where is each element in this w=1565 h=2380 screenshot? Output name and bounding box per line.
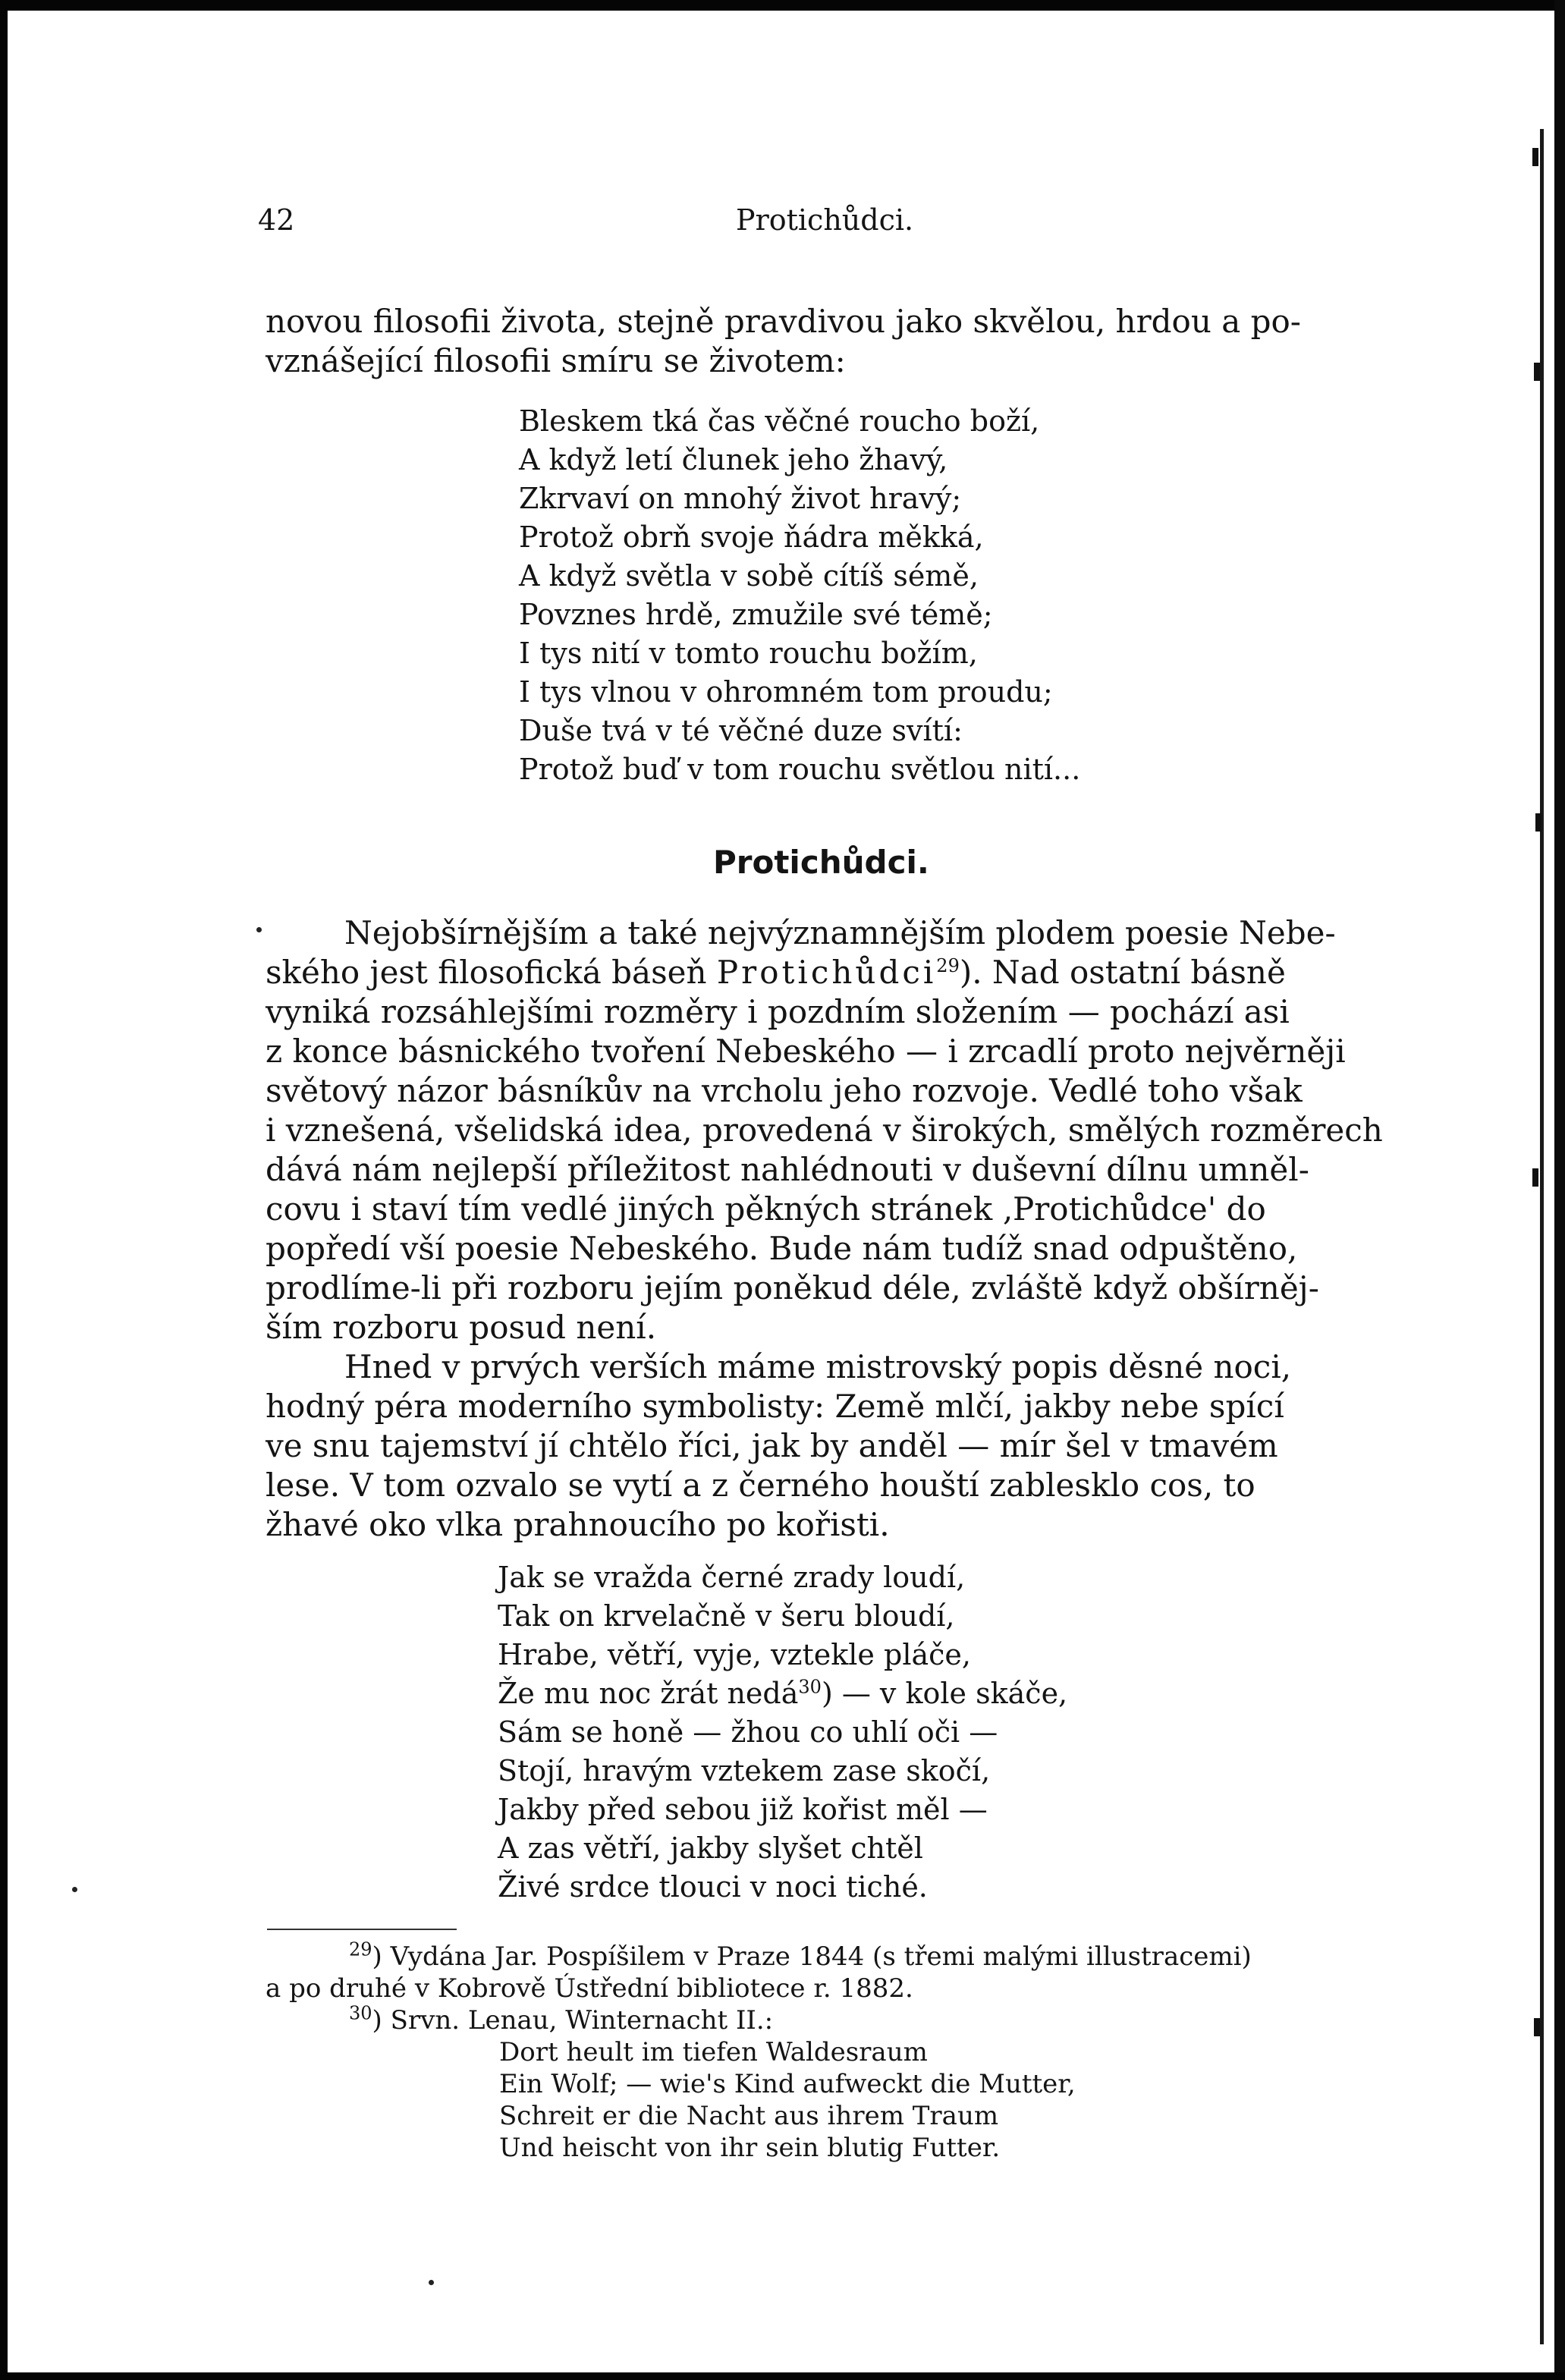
footnote-30-line xyxy=(266,2004,1385,2036)
scan-border-top xyxy=(0,0,1565,11)
scan-border-right xyxy=(1554,0,1565,2380)
speck xyxy=(429,2280,434,2285)
footnote-rule xyxy=(267,1929,457,1930)
edge-mark xyxy=(1535,813,1541,832)
text-run: ). Nad ostatní básně xyxy=(959,954,1286,991)
verse-line: Zkrvaví on mnohý život hravý; xyxy=(519,482,962,515)
verse-line: Hrabe, větří, vyje, vztekle pláče, xyxy=(498,1638,971,1671)
text-line: prodlíme-li při rozboru jejím poněkud déle, zvláště když obšírněj- xyxy=(266,1269,1319,1306)
verse-line: A zas větří, jakby slyšet chtěl xyxy=(498,1831,923,1865)
footnote-29-line: a po druhé v Kobrově Ústřední bibliotece r. 1882. xyxy=(266,1973,913,2004)
verse-line: Bleskem tká čas věčné roucho boží, xyxy=(519,404,1040,438)
text-run: ského jest filosofická báseň xyxy=(266,954,717,991)
scan-border-left xyxy=(0,0,8,2380)
text-line: ve snu tajemství jí chtělo říci, jak by anděl — mír šel v tmavém xyxy=(266,1427,1278,1464)
verse-line: Sám se honě — žhou co uhlí oči — xyxy=(498,1715,998,1749)
page-number: 42 xyxy=(258,203,295,237)
edge-mark xyxy=(1532,1168,1538,1187)
text-line: žhavé oko vlka prahnoucího po kořisti. xyxy=(266,1506,890,1543)
text-run: ) Vydána Jar. Pospíšilem v Praze 1844 (s třemi malými illustracemi) xyxy=(372,1941,1252,1972)
text-line: z konce básnického tvoření Nebeského — i zrcadlí proto nejvěrněji xyxy=(266,1033,1346,1070)
text-line xyxy=(266,953,1382,992)
text-run: ) — v kole skáče, xyxy=(821,1677,1068,1710)
running-head xyxy=(258,203,1381,246)
verse-line: A když světla v sobě cítíš sémě, xyxy=(519,559,979,593)
text-line: vyniká rozsáhlejšími rozměry i pozdním složením — pochází asi xyxy=(266,993,1290,1030)
text-line: Hned v prvých verších máme mistrovský popis děsné noci, xyxy=(344,1348,1292,1385)
text-line: lese. V tom ozvalo se vytí a z černého houští zablesklo cos, to xyxy=(266,1467,1255,1504)
body-paragraph-2 xyxy=(266,1347,1382,1545)
text-run: ) Srvn. Lenau, Winternacht II.: xyxy=(372,2005,774,2036)
footnote-quote-line: Schreit er die Nacht aus ihrem Traum xyxy=(499,2101,999,2131)
footnote-quote-line: Dort heult im tiefen Waldesraum xyxy=(499,2037,928,2067)
poem-title: Protichůdci xyxy=(716,954,937,991)
verse-line: Tak on krvelačně v šeru bloudí, xyxy=(498,1599,955,1633)
poem-block-1 xyxy=(519,402,1080,789)
verse-line: Protož obrň svoje ňádra měkká, xyxy=(519,520,984,554)
verse-line: I tys vlnou v ohromném tom proudu; xyxy=(519,675,1053,709)
body-paragraph-1 xyxy=(266,913,1382,1347)
speck xyxy=(256,927,262,932)
verse-line: Živé srdce tlouci v noci tiché. xyxy=(498,1870,928,1904)
verse-line: Jak se vražda černé zrady loudí, xyxy=(498,1561,966,1594)
footnotes xyxy=(266,1938,1385,2164)
verse-line: A když letí člunek jeho žhavý, xyxy=(519,443,948,476)
speck xyxy=(72,1887,77,1892)
text-line: dává nám nejlepší příležitost nahlédnouti v duševní dílnu umněl- xyxy=(266,1151,1309,1188)
verse-line: Duše tvá v té věčné duze svítí: xyxy=(519,714,963,747)
footnote-ref-30: 30 xyxy=(798,1676,822,1698)
text-line: covu i staví tím vedlé jiných pěkných stránek ‚Protichůdce' do xyxy=(266,1190,1266,1228)
poem-block-2 xyxy=(498,1558,1067,1907)
edge-mark xyxy=(1532,148,1538,166)
text-line: světový názor básníkův na vrcholu jeho rozvoje. Vedlé toho však xyxy=(266,1072,1303,1109)
text-line: vznášející filosofii smíru se životem: xyxy=(266,342,846,379)
text-line: novou filosofii života, stejně pravdivou jako skvělou, hrdou a po- xyxy=(266,303,1301,340)
section-heading: Protichůdci. xyxy=(713,844,929,881)
text-run: Že mu noc žrát nedá xyxy=(498,1677,799,1710)
verse-line: Stojí, hravým vztekem zase skočí, xyxy=(498,1754,991,1787)
page-edge-line xyxy=(1540,129,1544,2344)
verse-line xyxy=(498,1674,1067,1713)
footnote-mark-29: 29 xyxy=(349,1938,372,1960)
footnote-ref-29: 29 xyxy=(936,955,960,976)
verse-line: Povznes hrdě, zmužile své témě; xyxy=(519,598,993,631)
footnote-29-line xyxy=(266,1938,1385,1973)
footnote-mark-30: 30 xyxy=(349,2002,372,2024)
text-line: Nejobšírnějším a také nejvýznamnějším plodem poesie Nebe- xyxy=(344,914,1336,951)
verse-line: I tys nití v tomto rouchu božím, xyxy=(519,637,978,670)
edge-mark xyxy=(1534,363,1540,381)
text-line: hodný péra moderního symbolisty: Země mlčí, jakby nebe spící xyxy=(266,1388,1284,1425)
text-line: i vznešená, všelidská idea, provedená v širokých, smělých rozměrech xyxy=(266,1111,1383,1149)
text-line: ším rozboru posud není. xyxy=(266,1309,657,1346)
edge-mark xyxy=(1534,2018,1540,2036)
verse-line: Jakby před sebou již kořist měl — xyxy=(498,1793,988,1826)
running-title: Protichůdci. xyxy=(736,203,914,237)
footnote-quote-line: Ein Wolf; — wie's Kind aufweckt die Mutter, xyxy=(499,2069,1076,2099)
text-line: popředí vší poesie Nebeského. Bude nám tudíž snad odpuštěno, xyxy=(266,1230,1298,1267)
scan-border-bottom xyxy=(0,2372,1565,2380)
verse-line: Protož buď v tom rouchu světlou nití... xyxy=(519,753,1081,786)
intro-paragraph xyxy=(266,302,1382,381)
footnote-quote-line: Und heischt von ihr sein blutig Futter. xyxy=(499,2133,1001,2163)
